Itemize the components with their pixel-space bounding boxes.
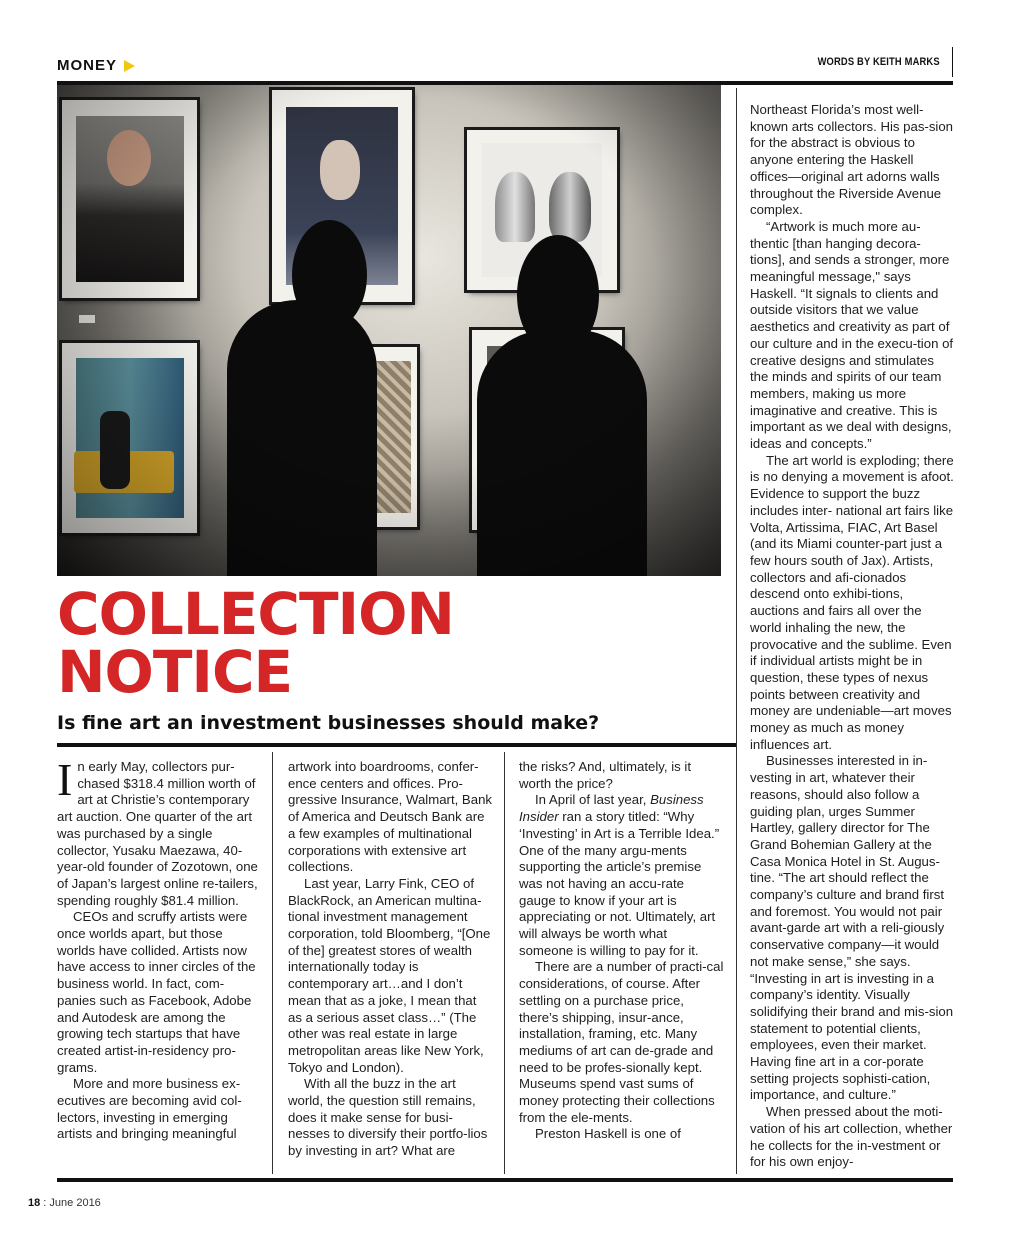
- paragraph: More and more business ex-ecutives are becoming avid col-lectors, investing in emerging artists and bringing meaningful: [57, 1076, 242, 1142]
- section-arrow-icon: [124, 60, 135, 72]
- column-divider: [272, 752, 273, 1174]
- article-title: [57, 580, 454, 706]
- page-folio: 18 : June 2016: [28, 1197, 101, 1209]
- paragraph: artwork into boardrooms, confer-ence centers and offices. Pro-gressive Insurance, Walmart, Bank of America and Deutsch Bank are a few examples of multinational corporations with extensive art collections.: [288, 759, 492, 875]
- paragraph: When pressed about the moti-vation of his art collection, whether he collects for the in-vestment or for his own enjoy-: [750, 1104, 953, 1170]
- paragraph: Northeast Florida’s most well-known arts collectors. His pas-sion for the abstract is obvious to anyone entering the Haskell offices—original art adorns walls throughout the Riverside Avenue complex.: [750, 102, 954, 218]
- drop-cap: I: [57, 754, 73, 805]
- paragraph: The art world is exploding; there is no denying a movement is afoot. Evidence to support the buzz includes inter- national art fairs like Volta, Artissima, FIAC, Art Basel (and its Miami counter-part just a few hours south of Jax). Artists, collectors and afi-cionados descend onto exhibi-tions, auctions and fairs all over the world inhaling the new, the provocative and the sublime. Even if individual artists might be in question, these types of nexus points between creativity and money are undeniable—art moves money as much as money influences art.: [750, 452, 954, 752]
- byline: WORDS BY KEITH MARKS: [817, 56, 940, 68]
- article-column-1: [57, 754, 262, 1143]
- paragraph: In early May, collectors pur-chased $318.4 million worth of art at Christie’s contemporary art auction. One quarter of the art was purchased by a single collector, Yusaku Maezawa, 40-year-old founder of Zozotown, one of Japan’s largest online re-tailers, spending roughly $81.4 million.: [57, 754, 258, 908]
- gallery-photo: [57, 85, 721, 576]
- article-column-2: [288, 759, 493, 1160]
- publication-name: Business Insider: [519, 792, 704, 825]
- paragraph: With all the buzz in the art world, the question still remains, does it make sense for busi-nesses to diversify their portfo-lios by investing in art? What are: [288, 1076, 488, 1159]
- article-deck: Is fine art an investment businesses should make?: [57, 712, 600, 734]
- article-column-3: [519, 759, 724, 1143]
- paragraph: CEOs and scruffy artists were once worlds apart, but those worlds have collided. Artists now have access to inner circles of the business world. In fact, com-panies such as Facebook, Adobe and Autodesk are among the growing tech startups that have created artist-in-residency pro-grams.: [57, 909, 256, 1075]
- page-number: 18: [28, 1197, 41, 1209]
- paragraph: “Artwork is much more au-thentic [than hanging decora-tions], and sends a stronger, more meaningful message," says Haskell. “It signals to clients and outside visitors that we value aesthetics and creativity as part of our culture and in the execu-tion of creative designs and stimulates the minds and spirits of our team members, making us more imaginative and creative. This is important as we deal with designs, ideas and concepts.”: [750, 218, 954, 452]
- title-line-1: COLLECTION: [57, 580, 454, 648]
- column-divider: [736, 88, 737, 1174]
- title-line-2: NOTICE: [57, 638, 293, 706]
- paragraph: Preston Haskell is one of: [535, 1126, 681, 1142]
- paragraph: Last year, Larry Fink, CEO of BlackRock, an American multina-tional investment management corporation, told Bloomberg, “[One of the] greatest stores of wealth internationally today is contemporary art…and I don’t mean that as a joke, I mean that as a serious asset class…” (The other was real estate in large metropolitan areas like New York, Tokyo and London).: [288, 875, 491, 1075]
- paragraph: the risks? And, ultimately, is it worth the price?: [519, 759, 691, 791]
- issue-date: June 2016: [49, 1197, 101, 1209]
- byline-divider: [952, 47, 953, 77]
- paragraph: There are a number of practi-cal considerations, of course. After settling on a purchase price, there’s shipping, insur-ance, installation, framing, etc. Many mediums of art can de-grade and need to be profes-sionally kept. Museums spend vast sums of money protecting their collections from the ele-ments.: [519, 959, 724, 1125]
- paragraph: In April of last year, Business Insider ran a story titled: “Why ‘Investing’ in Art is a Terrible Idea.” One of the many argu-ments supporting the article’s premise was not having an accu-rate gauge to know if your art is appreciating or not. Ultimately, art will always be worth what someone is willing to pay for it.: [519, 792, 720, 958]
- section-label: [57, 57, 135, 74]
- deck-rule: [57, 743, 736, 747]
- section-name: MONEY: [57, 57, 118, 74]
- bottom-rule: [57, 1178, 953, 1182]
- paragraph: Businesses interested in in-vesting in art, whatever their reasons, should also follow a guiding plan, urges Summer Hartley, gallery director for The Grand Bohemian Gallery at the Casa Monica Hotel in St. Augus-tine. “The art should reflect the company’s culture and brand first and foremost. You would not pair avant-garde art with a reli-giously conservative company—it would not make sense,” she says. “Investing in art is investing in a company’s identity. Visually solidifying their brand and mis-sion statement to potential clients, employees, even their market. Having fine art in a cor-porate setting projects sophisti-cation, importance, and culture.”: [750, 753, 954, 1103]
- column-divider: [504, 752, 505, 1174]
- article-column-4: [750, 102, 954, 1171]
